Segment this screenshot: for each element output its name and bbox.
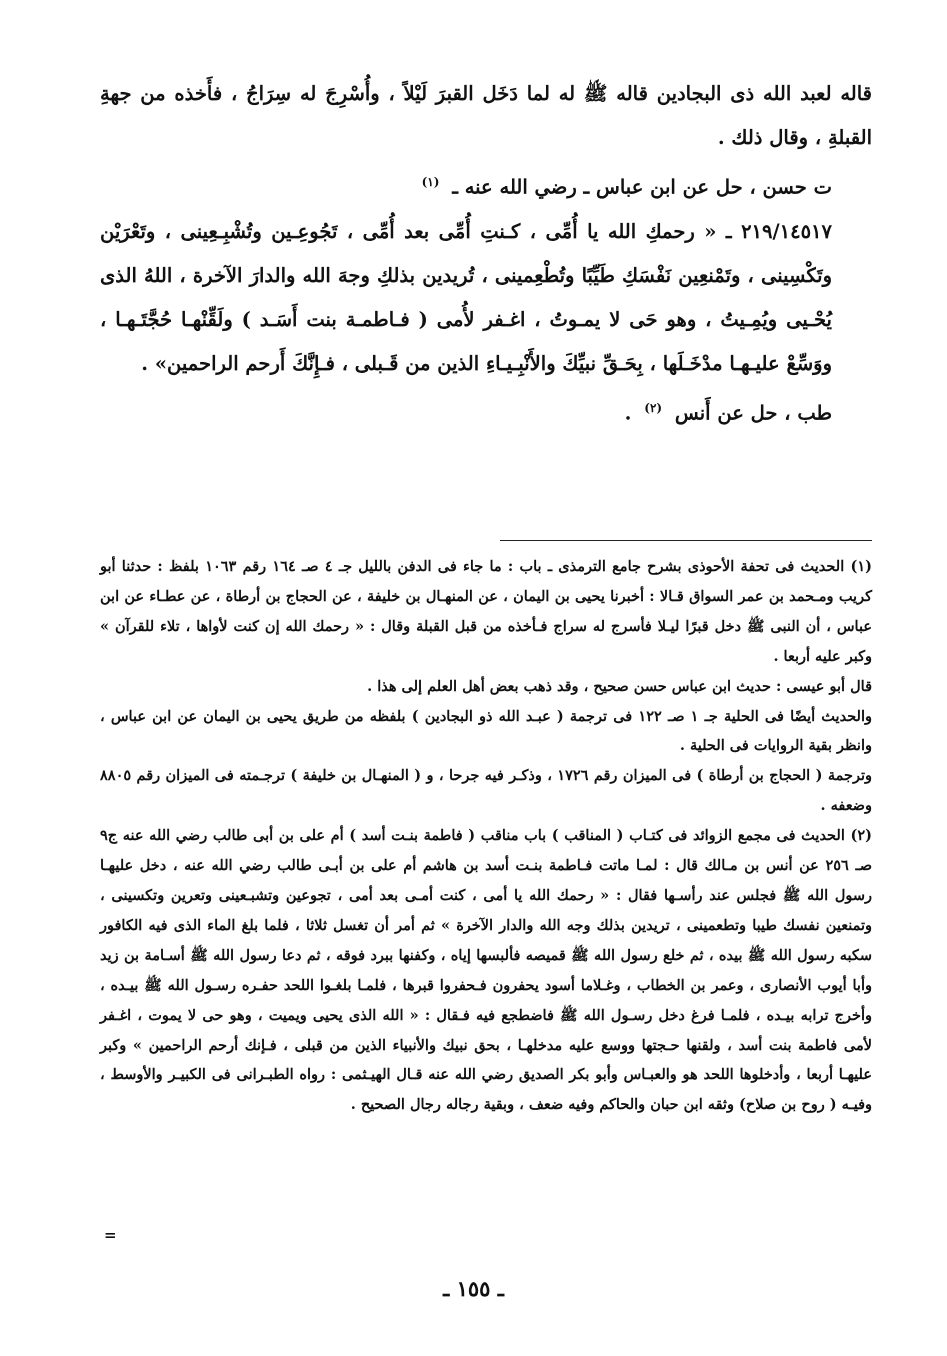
footnote-1-para-3: والحديث أيضًا فى الحلية جـ ١ صـ ١٢٢ فى ترجمة ( عبـد الله ذو البجادين ) بلفظه من طريق يحيى بن اليمان عن ابن عباس ، وانظر بقية الروايات فى الحلية . (100, 707, 872, 755)
intro-paragraph: قاله لعبد الله ذى البجادين قاله ﷺ له لما دَخَل القبرَ لَيْلاً ، وأُسْرِجَ له سِرَاجُ ، فأَخذه من جهةِ القبلةِ ، وقال ذلك . (100, 82, 872, 149)
footnote-ref-1[interactable]: (١) (421, 175, 440, 189)
page-number: ـ ١٥٥ ـ (443, 1276, 504, 1301)
main-text (100, 72, 872, 435)
footnote-2: (٢) الحديث فى مجمع الزوائد فى كتـاب ( المناقب ) باب مناقب ( فاطمة بنـت أسد ) أم على بن أبى طالب رضي الله عنه ج٩ صـ ٢٥٦ عن أنس بن مـالك قال : لمـا ماتت فـاطمة بنـت أسد بن هاشم أم على بن أبـى طالب رضي الله عنه ، دخل عليهـا رسول الله ﷺ فجلس عند رأسـها فقال : « رحمك الله يا أمى ، كنت أمـى بعد أمى ، تجوعين وتشبـعينى وتعرين وتكسينى ، وتمنعين نفسك طيبا وتطعمينى ، تريدين بذلك وجه الله والدار الآخرة » ثم أمر أن تغسل ثلاثا ، فلما بلغ الماء الذى فيه الكافور سكبه رسول الله ﷺ بيده ، ثم خلع رسول الله ﷺ قميصه فألبسها إياه ، وكفنها ببرد فوقه ، ثم دعا رسول الله ﷺ أسـامة بن زيد وأبا أيوب الأنصارى ، وعمر بن الخطاب ، وغـلاما أسود يحفرون فـحفروا قبرها ، فلمـا بلغـوا اللحد حفـره رسـول الله ﷺ بيـده ، وأخرج ترابه بيـده ، فلمـا فرغ دخل رسـول الله ﷺ فاضطجع فيه فـقال : « الله الذى يحيى ويميت ، وهو حى لا يموت ، اغـفر لأمى فاطمة بنت أسد ، ولقنها حـجتها ووسع عليه مدخلهـا ، بحق نبيك والأنبياء الذين من قبلى ، فـإنك أرحم الراحمين » وكبر عليهـا أربعا ، وأدخلوها اللحد هو والعبـاس وأبو بكر الصديق رضي الله عنه قـال الهيـثمى : رواه الطبـرانى فى الكبيـر والأوسط ، وفيـه ( روح بن صلاح) وثقه ابن حبان والحاكم وفيه ضعف ، وبقية رجاله رجال الصحيح . (100, 827, 873, 1114)
continuation-mark: = (104, 1226, 117, 1244)
footnote-1-para-1: (١) الحديث فى تحفة الأحوذى بشرح جامع الترمذى ـ باب : ما جاء فى الدفن بالليل جـ ٤ صـ ١٦٤ رقم ١٠٦٣ بلفظ : حدثنا أبو كريب ومـحمد بن عمر السواق قـالا : أخبرنا يحيى بن اليمان ، عن المنهـال بن خليفة ، عن الحجاج بن أرطاة ، عن عطـاء عن ابن عباس ، أن النبى ﷺ دخل قبرًا ليـلا فأسرج له سراج فـأخذه من قبل القبلة وقال : « رحمك الله إن كنت لأواها ، تلاء للقرآن » وكبر عليه أربعا . (100, 558, 872, 665)
footnote-1-para-4: وترجمة ( الحجاج بن أرطاة ) فى الميزان رقم ١٧٢٦ ، وذكـر فيه جرحا ، و ( المنهـال بن خليفة ) ترجـمته فى الميزان رقم ٨٨٠٥ وضعفه . (100, 767, 872, 815)
source-text-1: ت حسن ، حل عن ابن عباس ـ رضي الله عنه ـ (452, 175, 832, 199)
source-text-2: طب ، حل عن أَنس (674, 401, 832, 424)
footnotes (100, 552, 872, 1120)
source-line-1 (100, 160, 872, 210)
hadith-paragraph: ٢١٩/١٤٥١٧ ـ « رحمكِ الله يا أُمِّى ، كـنتِ أُمِّى بعد أُمِّى ، تَجُوعِـين وتُشْبِـعِينى ، وتَعْرَيْن وتَكْسِينى ، وتَمْنعِين نَفْسَكِ طَيِّبًا وتُطْعِمينى ، تُريدين بذلكِ وجهَ الله والدارَ الآخرة ، اللهُ الذى يُحْـيى ويُمِـيتُ ، وهو حَى لا يمـوتُ ، اغـفر لأُمى ( فـاطمـة بنت أَسَـد ) ولَقِّنْهـا حُجَّتَـهـا ، ووَسِّعْ عليـهـا مدْخَـلَها ، بِحَـقِّ نبيِّكَ والأَنْبِـيـاءِ الذين من قَـبلى ، فـإِنَّكَ أَرحم الراحمين» . (100, 219, 832, 375)
footnote-1-para-2: قال أبو عيسى : حديث ابن عباس حسن صحيح ، وقد ذهب بعض أهل العلم إلى هذا . (367, 677, 872, 695)
source-line-2: طب ، حل عن أَنس $^{(٢)}$ . (624, 400, 832, 424)
footnote-ref-2[interactable]: (٢) (644, 400, 663, 415)
footnote-divider (500, 540, 872, 541)
